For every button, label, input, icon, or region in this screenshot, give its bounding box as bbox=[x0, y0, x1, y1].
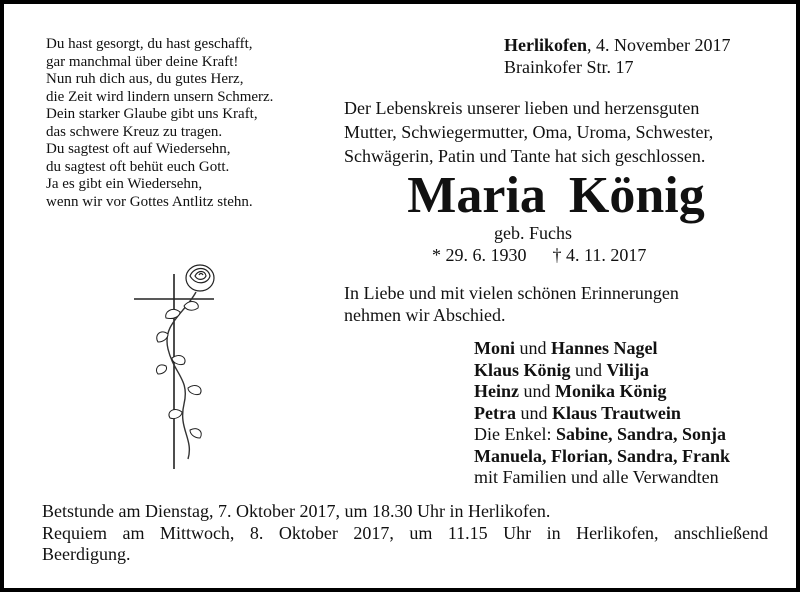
poem-line: Dein starker Glaube gibt uns Kraft, bbox=[46, 106, 258, 122]
mourners-list bbox=[474, 338, 774, 489]
burial: Beerdigung. bbox=[42, 544, 131, 564]
death-date: † 4. 11. 2017 bbox=[552, 245, 647, 265]
life-dates bbox=[432, 244, 692, 266]
intro-line: Schwägerin, Patin und Tante hat sich geschlossen. bbox=[344, 146, 706, 166]
poem-line: Du hast gesorgt, du hast geschafft, bbox=[46, 36, 253, 52]
location-date bbox=[504, 34, 730, 78]
requiem-service: Requiem am Mittwoch, 8. Oktober 2017, um 11.15 Uhr in Herlikofen, anschließend bbox=[42, 522, 768, 543]
poem-line: die Zeit wird lindern unsern Schmerz. bbox=[46, 88, 274, 105]
maiden-name: geb. Fuchs bbox=[494, 223, 572, 243]
poem-line: Ja es gibt ein Wiedersehn, bbox=[46, 176, 203, 192]
mourner-row: Moni und Hannes Nagel bbox=[474, 338, 658, 358]
grandchildren-row: Die Enkel: Sabine, Sandra, Sonja bbox=[474, 424, 727, 444]
mourner-row: Heinz und Monika König bbox=[474, 381, 667, 401]
farewell-line: In Liebe und mit vielen schönen Erinnerungen bbox=[344, 283, 679, 303]
poem bbox=[46, 36, 316, 211]
farewell-text bbox=[344, 282, 768, 326]
grandchildren-row: Manuela, Florian, Sandra, Frank bbox=[474, 445, 731, 466]
mourner-row: Petra und Klaus Trautwein bbox=[474, 402, 681, 423]
relatives-row: mit Familien und alle Verwandten bbox=[474, 467, 719, 487]
prayer-service: Betstunde am Dienstag, 7. Oktober 2017, um 18.30 Uhr in Herlikofen. bbox=[42, 501, 551, 521]
poem-line: wenn wir vor Gottes Antlitz stehn. bbox=[46, 193, 253, 210]
poem-line: Du sagtest oft auf Wiedersehn, bbox=[46, 141, 231, 157]
intro-line: Der Lebenskreis unserer lieben und herzensguten bbox=[344, 98, 700, 118]
intro-line: Mutter, Schwiegermutter, Oma, Uroma, Schwester, bbox=[344, 122, 714, 142]
poem-line: das schwere Kreuz zu tragen. bbox=[46, 123, 223, 140]
deceased-name: Maria König bbox=[407, 167, 705, 224]
street-address: Brainkofer Str. 17 bbox=[504, 57, 634, 77]
birth-date: * 29. 6. 1930 bbox=[432, 245, 527, 265]
poem-line: du sagtest oft behüt euch Gott. bbox=[46, 158, 230, 175]
intro-text bbox=[344, 96, 768, 168]
farewell-line: nehmen wir Abschied. bbox=[344, 305, 506, 325]
poem-line: gar manchmal über deine Kraft! bbox=[46, 53, 239, 70]
notice-date: , 4. November 2017 bbox=[587, 35, 731, 55]
town: Herlikofen bbox=[504, 35, 587, 55]
service-info bbox=[42, 501, 768, 566]
poem-line: Nun ruh dich aus, du gutes Herz, bbox=[46, 71, 244, 87]
cross-with-rose-icon bbox=[124, 254, 234, 474]
mourner-row: Klaus König und Vilija bbox=[474, 359, 649, 380]
